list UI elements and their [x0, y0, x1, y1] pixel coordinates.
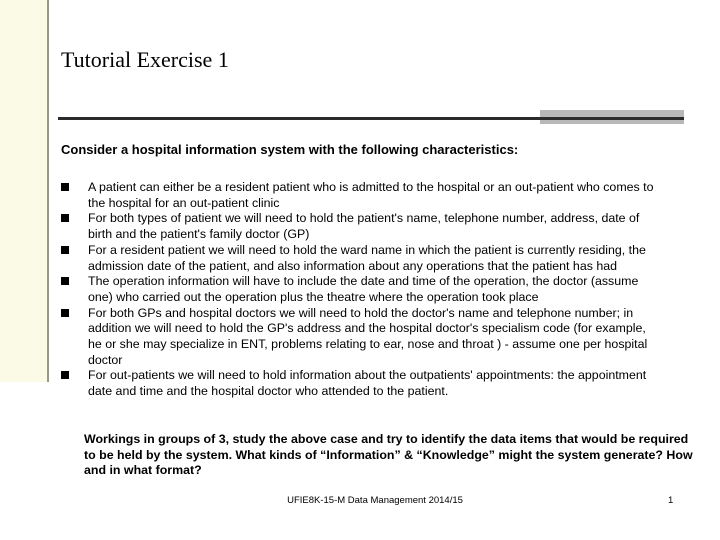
bullet-item: [61, 306, 661, 369]
bullet-text: The operation information will have to include the date and time of the operation, the doctor (assume one) who carried out the operation plus the theatre where the operation took place: [88, 274, 639, 304]
bullet-list: [61, 180, 661, 400]
square-bullet-icon: [61, 371, 69, 379]
bullet-text: For out-patients we will need to hold information about the outpatients' appointments: the appointment date and time and the hospital doctor who attended to the patient.: [88, 368, 647, 399]
bullet-item: [61, 243, 661, 274]
footer-text: UFIE8K-15-M Data Management 2014/15: [287, 495, 463, 506]
page-number: 1: [668, 495, 674, 506]
intro-text: Consider a hospital information system with the following characteristics:: [61, 142, 519, 157]
title-rule: [58, 117, 684, 120]
bullet-text: For a resident patient we will need to hold the ward name in which the patient is currently residing, the admission date of the patient, and also information about any operations that the patient has had: [88, 242, 646, 273]
bullet-item: [61, 368, 661, 399]
bullet-text: A patient can either be a resident patient who is admitted to the hospital or an out-patient who comes to the hospital for an out-patient clinic: [88, 180, 654, 210]
square-bullet-icon: [61, 309, 69, 317]
bullet-item: [61, 211, 661, 242]
square-bullet-icon: [61, 277, 69, 285]
square-bullet-icon: [61, 214, 69, 222]
left-decor-line: [47, 0, 49, 382]
bullet-text: For both GPs and hospital doctors we will need to hold the doctor's name and telephone number; in addition we will need to hold the GP's address and the hospital doctor's specialism code (for example, he or she may specialize in ENT, problems relating to ear, nose and throat ) - assume one per hospital doctor: [88, 305, 648, 367]
square-bullet-icon: [61, 246, 69, 254]
bullet-item: [61, 180, 661, 211]
square-bullet-icon: [61, 183, 69, 191]
slide-title: Tutorial Exercise 1: [61, 47, 229, 72]
bullet-item: [61, 274, 661, 305]
workings-instructions: Workings in groups of 3, study the above case and try to identify the data items that would be required to be held by the system. What kinds of “Information” & “Knowledge” might the system generate? How and in what format?: [84, 432, 693, 477]
left-decor-bar: [0, 0, 47, 382]
bullet-text: For both types of patient we will need to hold the patient's name, telephone number, address, date of birth and the patient's family doctor (GP): [88, 211, 640, 242]
